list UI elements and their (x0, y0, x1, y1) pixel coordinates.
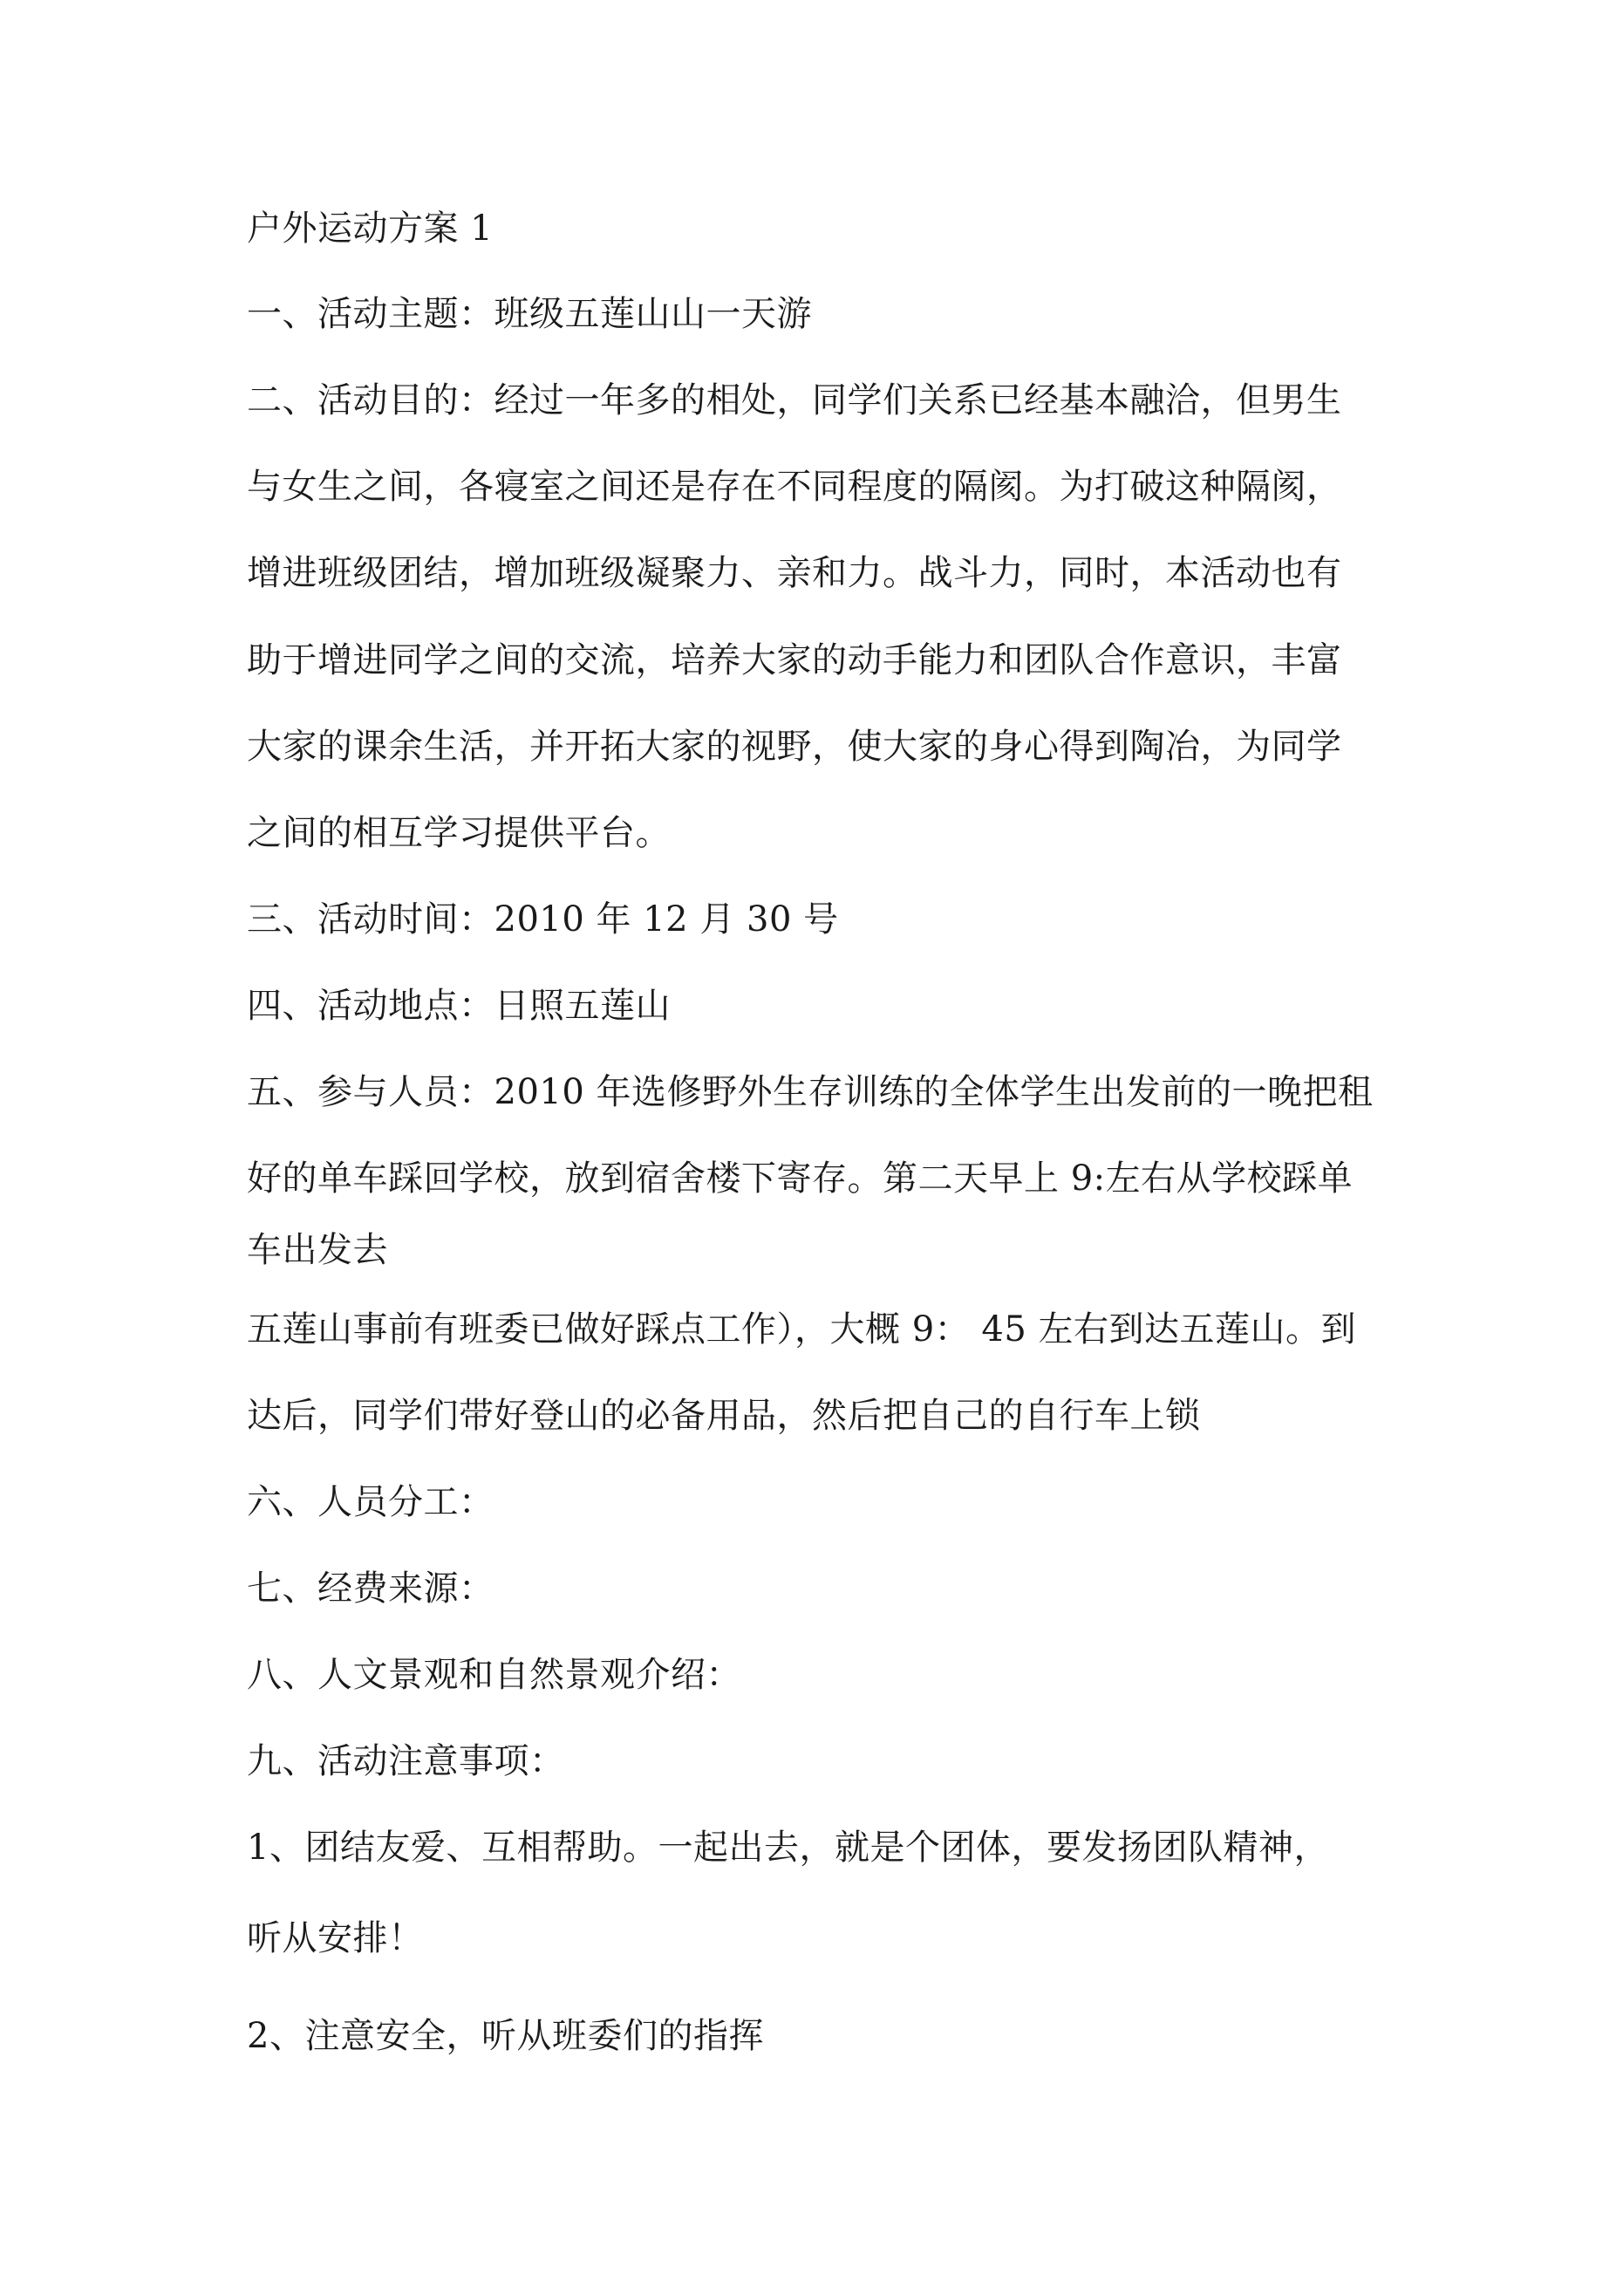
text-line: 五莲山事前有班委已做好踩点工作），大概 9： 45 左右到达五莲山。到 (247, 1309, 1356, 1350)
text-line: 大家的课余生活，并开拓大家的视野，使大家的身心得到陶冶，为同学 (247, 727, 1342, 767)
text-line: 之间的相互学习提供平台。 (247, 813, 671, 853)
text-line: 二、活动目的：经过一年多的相处，同学们关系已经基本融洽，但男生 (247, 380, 1342, 420)
text-line: 与女生之间，各寝室之间还是存在不同程度的隔阂。为打破这种隔阂， (247, 467, 1342, 507)
text-line: 听从安排！ (247, 1918, 424, 1958)
text-line: 增进班级团结，增加班级凝聚力、亲和力。战斗力，同时，本活动也有 (247, 553, 1342, 593)
text-line: 九、活动注意事项： (247, 1741, 565, 1781)
text-line: 六、人员分工： (247, 1482, 494, 1522)
text-line: 四、活动地点：日照五莲山 (247, 986, 671, 1026)
text-line: 车出发去 (247, 1230, 388, 1270)
text-line: 达后，同学们带好登山的必备用品，然后把自己的自行车上锁 (247, 1396, 1201, 1436)
text-line: 七、经费来源： (247, 1568, 494, 1609)
text-line: 好的单车踩回学校，放到宿舍楼下寄存。第二天早上 9:左右从学校踩单 (247, 1158, 1354, 1199)
text-line: 三、活动时间：2010 年 12 月 30 号 (247, 899, 839, 940)
text-line: 五、参与人员：2010 年选修野外生存训练的全体学生出发前的一晚把租 (247, 1072, 1374, 1112)
text-line: 助于增进同学之间的交流，培养大家的动手能力和团队合作意识，丰富 (247, 640, 1342, 680)
document-title: 户外运动方案 1 (247, 208, 494, 249)
text-line: 一、活动主题：班级五莲山山一天游 (247, 294, 812, 334)
text-line: 1、团结友爱、互相帮助。一起出去，就是个团体，要发扬团队精神， (247, 1828, 1329, 1868)
text-line: 八、人文景观和自然景观介绍： (247, 1655, 741, 1695)
text-line: 2、注意安全，听从班委们的指挥 (247, 2016, 764, 2056)
